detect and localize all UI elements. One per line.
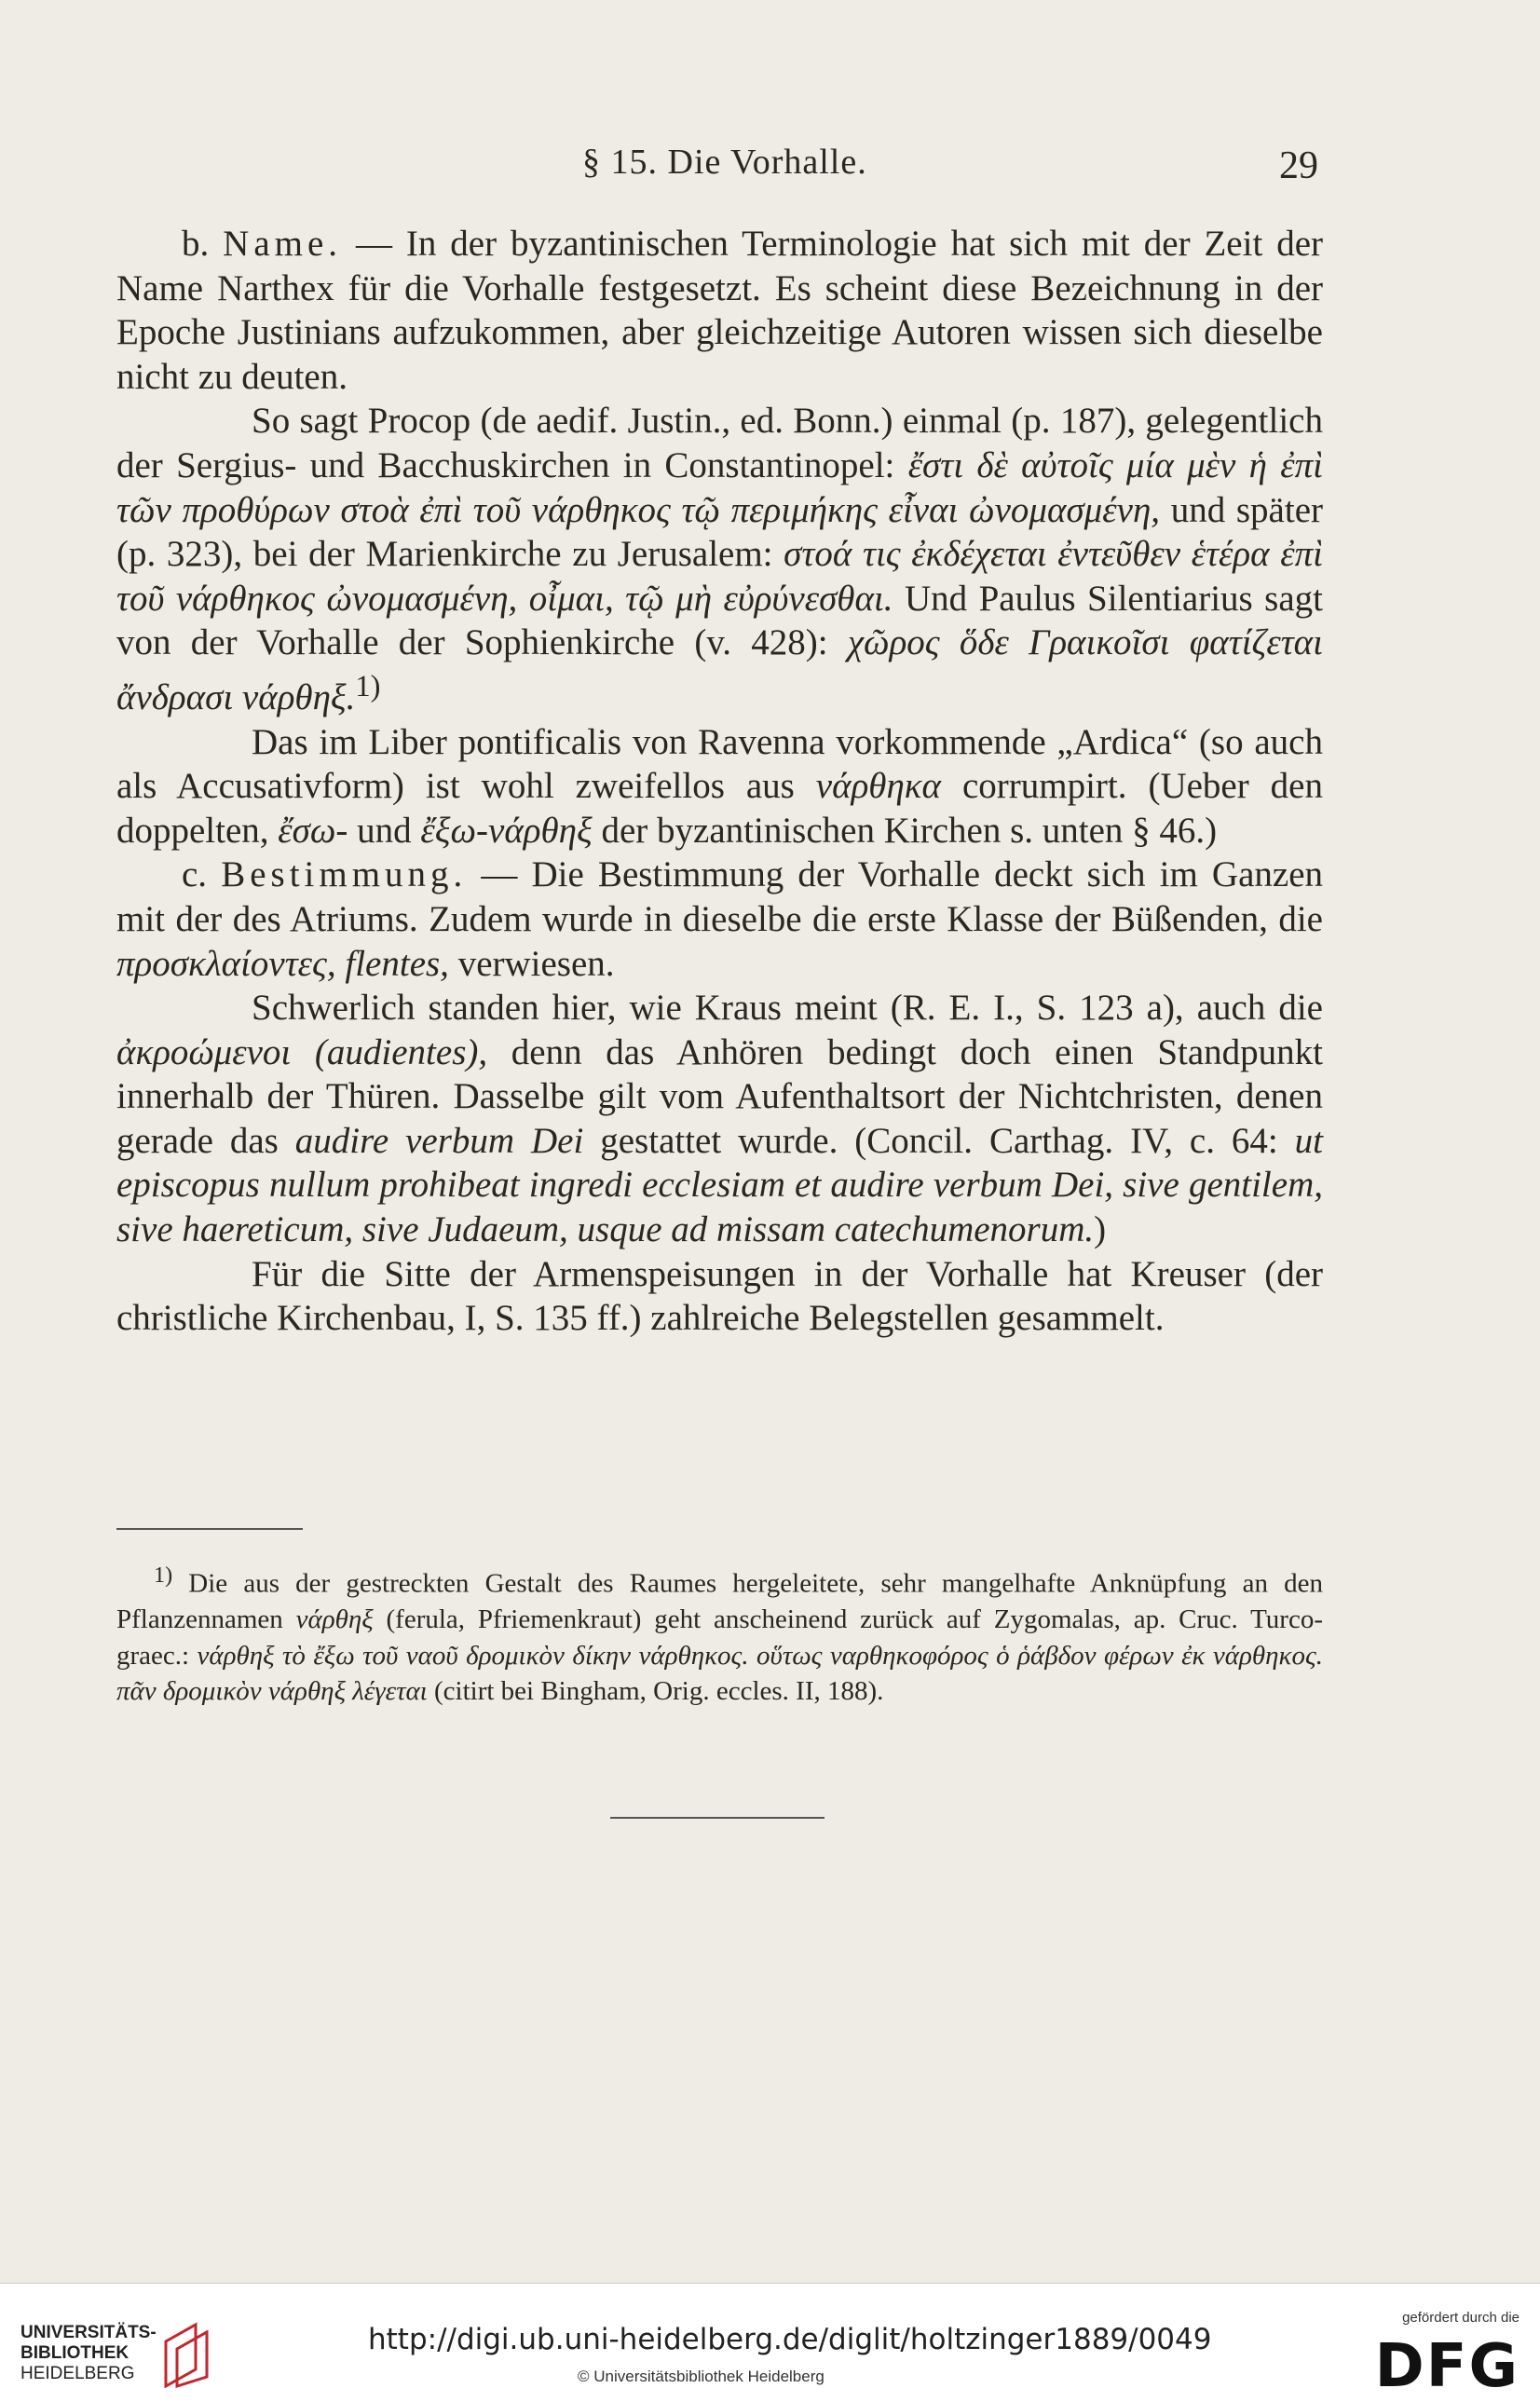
section-lead: b. [182,224,224,264]
paragraph-name [116,222,1323,399]
end-divider [610,1817,825,1819]
paragraph-bestimmung [116,853,1323,986]
greek-word: ἀκροώμενοι [116,1031,292,1072]
funded-by-label: gefördert durch die [1402,2310,1520,2326]
paragraph-text: der byzantinischen Kirchen s. unten § 46.) [592,810,1218,851]
latin-word: flentes, [335,943,449,984]
paragraph-text: gestattet wurde. (Concil. Carthag. IV, c. 64: [583,1120,1295,1161]
footnote-reference: 1) [355,669,381,703]
greek-quote: νάρθηξ τὸ ἔξω τοῦ ναοῦ δρομικὸν δίκην νάρθηκος. οὕτως ναρθηκοφόρος ὁ ῥάβδον φέρων ἐκ νάρθηκος. πᾶν δρομικὸν νάρθηξ λέγεται [116,1640,1323,1707]
paragraph-text: corrumpirt. (Ueber den doppelten, [116,766,1323,851]
paragraph-text: ) [1094,1209,1107,1250]
library-line: UNIVERSITÄTS- [20,2323,157,2342]
copyright-notice: © Universitätsbibliothek Heidelberg [578,2368,825,2385]
page-number: 29 [1279,144,1318,187]
permalink-url[interactable]: http://digi.ub.uni-heidelberg.de/diglit/holtzinger1889/0049 [368,2323,1212,2356]
dfg-logo: DFG [1374,2332,1520,2401]
footnote-1 [116,1558,1323,1710]
paragraph-text: Das im Liber pontificalis von Ravenna vorkommende „Ardica“ (so auch als Accusativform) ist wohl zweifellos aus [116,721,1323,807]
library-line: BIBLIOTHEK [20,2343,129,2363]
footnote-divider [116,1528,303,1530]
greek-word: νάρθηκα [815,766,941,807]
section-lead: c. [182,854,222,895]
paragraph-armenspeisung [116,1252,1323,1341]
greek-quote: χῶρος ὅδε Γραικοῖσι φατίζεται ἄνδρασι νάρθηξ. [116,622,1323,717]
paragraph-text: So sagt Procop (de aedif. Justin., ed. Bonn.) einmal (p. 187), gelegentlich der Sergius- und Bacchuskirchen in Constantinopel: [116,401,1323,485]
library-line: HEIDELBERG [20,2364,135,2383]
paragraph-text: und später (p. 323), bei der Marienkirche zu Jerusalem: [116,489,1323,575]
paragraph-text: Schwerlich standen hier, wie Kraus meint (R. E. I., S. 123 a), auch die [252,988,1323,1029]
footnote-text: (ferula, Pfriemenkraut) geht anscheinend zurück auf Zygomalas, ap. Cruc. Turco-graec.: [116,1604,1323,1671]
section-heading: Bestimmung. [221,854,468,895]
greek-quote: στοά τις ἐκδέχεται ἐντεῦθεν ἑτέρα ἐπὶ τοῦ νάρθηκος ὠνομασμένη, οἶμαι, τῷ μὴ εὐρύνεσθαι. [116,534,1323,619]
paragraph-text: Und Paulus Silentiarius sagt von der Vorhalle der Sophienkirche (v. 428): [116,578,1323,663]
footnote-text: Die aus der gestreckten Gestalt des Raumes hergeleitete, sehr mangelhafte Anknüpfung an den Pflanzennamen [116,1568,1323,1635]
greek-word: προσκλαίοντες, [116,943,336,984]
latin-quote: ut episcopus nullum prohibeat ingredi ecclesiam et audire verbum Dei, sive gentilem, sive haereticum, sive Judaeum, usque ad missam catechumenorum. [116,1120,1324,1250]
viewer-footer [0,2283,1540,2402]
paragraph-kraus [116,986,1323,1252]
latin-phrase: audire verbum Dei [294,1120,584,1161]
running-title: § 15. Die Vorhalle. [582,143,867,182]
paragraph-text: Für die Sitte der Armenspeisungen in der Vorhalle hat Kreuser (der christliche Kirchenbau, I, S. 135 ff.) zahlreiche Belegstellen gesammelt. [116,1253,1323,1339]
greek-quote: ἔστι δὲ αὐτοῖς μία μὲν ἡ ἐπὶ τῶν προθύρων στοὰ ἐπὶ τοῦ νάρθηκος τῷ περιμήκης εἶναι ὠνομασμένη, [116,444,1324,530]
footnote-mark: 1) [154,1563,173,1588]
library-logo-icon [158,2321,214,2388]
greek-word: νάρθηξ [295,1604,374,1635]
library-name [20,2323,157,2384]
footnote-text: (citirt bei Bingham, Orig. eccles. II, 188). [427,1676,884,1707]
page-header [116,142,1318,198]
section-heading: Name. [223,224,343,264]
paragraph-text: verwiesen. [448,943,615,984]
footnotes [116,1558,1323,1710]
body-text [116,222,1323,1341]
paragraph-text: denn das Anhören bedingt doch einen Standpunkt innerhalb der Thüren. Dasselbe gilt vom Aufenthaltsort der Nichtchristen, denen gerade das [116,1031,1323,1161]
paragraph-ardica [116,720,1323,853]
paragraph-text: — In der byzantinischen Terminologie hat sich mit der Zeit der Name Narthex für die Vorhalle festgesetzt. Es scheint diese Bezeichnung in der Epoche Justinians aufzukommen, aber gleichzeitige Autoren wissen sich dieselbe nicht zu deuten. [116,224,1323,397]
latin-word: (audientes), [291,1031,488,1072]
paragraph-text: und [348,810,421,851]
greek-word: ἔξω-νάρθηξ [420,810,593,851]
greek-word: ἔσω- [278,810,348,851]
paragraph-procop [116,399,1323,719]
paragraph-text: — Die Bestimmung der Vorhalle deckt sich im Ganzen mit der des Atriums. Zudem wurde in dieselbe die erste Klasse der Büßenden, die [116,854,1323,939]
